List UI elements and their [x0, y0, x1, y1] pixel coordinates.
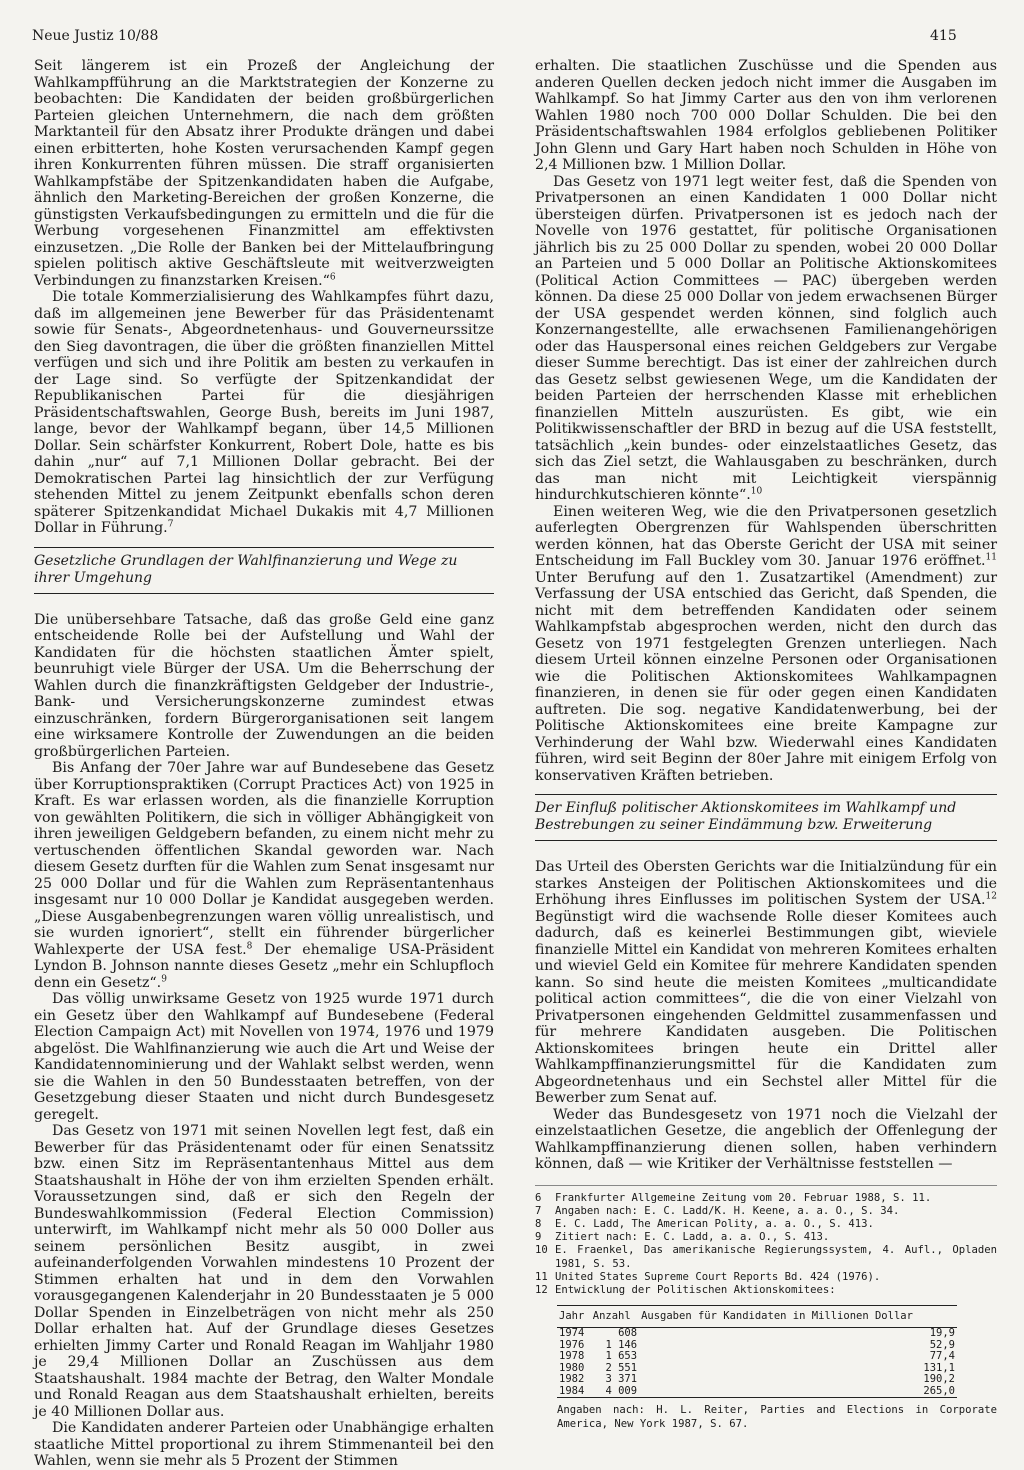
- paragraph: Die totale Kommerzialisierung des Wahlkampfes führt dazu, daß im allgemeinen jene Bewerber für das Präsidentenamt sowie für Senats-, Abgeordnetenhaus- und Gouverneurssitze den Sieg davontragen, die über die größten finanziellen Mittel verfügen und sich und ihre Politik am besten zu verkaufen in der Lage sind. So verfügte der Spitzenkandidat der Republikanischen Partei für die diesjährigen Präsidentschaftswahlen, George Bush, bereits im Juni 1987, lange, bevor der Wahlkampf begann, über 14,5 Millionen Dollar. Sein schärfster Konkurrent, Robert Dole, hatte es bis dahin „nur“ auf 7,1 Millionen Dollar gebracht. Bei der Demokratischen Partei lag hinsichtlich der zur Verfügung stehenden Mittel zu jenem Zeitpunkt ebenfalls schon deren späterer Spitzenkandidat Michael Dukakis mit 4,7 Millionen Dollar in Führung.$^7$: [34, 289, 494, 536]
- page-number: 415: [930, 28, 957, 44]
- footnote: 6 Frankfurter Allgemeine Zeitung vom 20. Februar 1988, S. 11.: [535, 1191, 932, 1204]
- footnote: 8 E. C. Ladd, The American Polity, a. a. O., S. 413.: [535, 1217, 874, 1230]
- paragraph: Das Gesetz von 1971 mit seinen Novellen legt fest, daß ein Bewerber für das Präsidentenamt oder für einen Senatssitz bzw. einen Sitz im Repräsentantenhaus Mittel aus dem Staatshaushalt in Höhe der von ihm erzielten Spenden erhält. Voraussetzungen sind, daß er sich den Regeln der Bundeswahlkommission (Federal Election Commission) unterwirft, im Wahlkampf nicht mehr als 50 000 Doller aus seinem persönlichen Besitz ausgibt, in zwei aufeinanderfolgenden Vorwahlen mindestens 10 Prozent der Stimmen erhalten hat und in dem den Vorwahlen vorausgegangenen Kalenderjahr in 20 Bundesstaaten je 5 000 Dollar Spenden in Einzelbeträgen von nicht mehr als 250 Dollar erhalten hat. Auf der Grundlage dieses Gesetzes erhielten Jimmy Carter und Ronald Reagan im Wahljahr 1980 je 29,4 Millionen Dollar an Zuschüssen aus dem Staatshaushalt. 1984 machte der Betrag, den Walter Mondale und Ronald Reagan aus dem Staatshaushalt erhielten, bereits je 40 Millionen Dollar aus.: [34, 1123, 494, 1420]
- table-row: 1982 3 371 190,2: [559, 1373, 955, 1386]
- table-row: 1974 608 19,9: [559, 1327, 955, 1340]
- paragraph: Bis Anfang der 70er Jahre war auf Bundesebene das Gesetz über Korruptionspraktiken (Corrupt Practices Act) von 1925 in Kraft. Es war erlassen worden, als die finanzielle Korruption von gewählten Politikern, die sich in völliger Abhängigkeit von ihren jeweiligen Geldgebern befanden, zu einem nicht mehr zu vertuschenden öffentlichen Skandal geworden war. Nach diesem Gesetz durften für die Wahlen zum Senat insgesamt nur 25 000 Dollar und für die Wahlen zum Repräsentantenhaus insgesamt nur 10 000 Dollar je Kandidat ausgegeben werden. „Diese Ausgabenbegrenzungen waren völlig unrealistisch, und sie wurden ignoriert“, stellt ein führender bürgerlicher Wahlexperte der USA fest.$^8$ Der ehemalige USA-Präsident Lyndon B. Johnson nannte dieses Gesetz „mehr ein Schlupfloch denn ein Gesetz“.$^9$: [34, 760, 494, 991]
- paragraph: Das Gesetz von 1971 legt weiter fest, daß die Spenden von Privatpersonen an einen Kandidaten 1 000 Dollar nicht übersteigen dürfen. Privatpersonen ist es jedoch nach der Novelle von 1976 gestattet, für politische Organisationen jährlich bis zu 25 000 Dollar zu spenden, wobei 20 000 Dollar an Parteien und 5 000 Dollar an Politische Aktionskomitees (Political Action Committees — PAC) übergeben werden können. Da diese 25 000 Dollar von jedem erwachsenen Bürger der USA gespendet werden können, sind folglich auch Konzernangestellte, alle erwachsenen Familienangehörigen oder das Hauspersonal eines reichen Geldgebers zur Vergabe dieser Summe berechtigt. Das ist einer der zahlreichen durch das Gesetz selbst gewiesenen Wege, um die Kandidaten der beiden Parteien der herrschenden Klasse mit erheblichen finanziellen Mitteln auszurüsten. Es gibt, wie ein Politikwissenschaftler der BRD in bezug auf die USA feststellt, tatsächlich „kein bundes- oder einzelstaatliches Gesetz, das sich das Ziel setzt, die Wahlausgaben zu beschränken, durch das man nicht mit Leichtigkeit vierspännig hindurchkutschieren könnte“.$^{10}$: [535, 173, 997, 503]
- section-heading: Der Einfluß politischer Aktionskomitees im Wahlkampf und Bestrebungen zu seiner Eindämmung bzw. Erweiterung: [535, 794, 997, 841]
- table-header: Anzahl: [591, 1306, 639, 1328]
- paragraph: Einen weiteren Weg, wie die den Privatpersonen gesetzlich auferlegten Obergrenzen für Wahlspenden überschritten werden können, hat das Oberste Gericht der USA mit seiner Entscheidung im Fall Buckley vom 30. Januar 1976 eröffnet.$^{11}$ Unter Berufung auf den 1. Zusatzartikel (Amendment) zur Verfassung der USA entschied das Gericht, daß Spenden, die nicht mit dem betreffenden Kandidaten oder seinem Wahlkampfstab abgesprochen werden, nicht den durch das Gesetz von 1971 festgelegten Grenzen unterliegen. Nach diesem Urteil können einzelne Personen oder Organisationen wie die Politischen Aktionskomitees Wahlkampagnen finanzieren, in denen sie für oder gegen einen Kandidaten auftreten. Die sog. negative Kandidatenwerbung, bei der Politische Aktionskomitees eine breite Kampagne zur Verhinderung der Wahl bzw. Wiederwahl eines Kandidaten führen, wird seit Beginn der 80er Jahre mit einigem Erfolg von konservativen Kräften betrieben.: [535, 503, 997, 784]
- left-column: [34, 58, 494, 1470]
- footnote-ref: 11: [985, 552, 997, 563]
- footnote: 10 E. Fraenkel, Das amerikanische Regierungssystem, 4. Aufl., Opladen 1981, S. 53.: [535, 1244, 997, 1270]
- footnote: 12 Entwicklung der Politischen Aktionskomitees:: [535, 1283, 836, 1296]
- paragraph: Die Kandidaten anderer Parteien oder Unabhängige erhalten staatliche Mittel proportional zu ihrem Stimmenanteil bei den Wahlen, wenn sie mehr als 5 Prozent der Stimmen: [34, 1420, 494, 1469]
- footnote: 7 Angaben nach: E. C. Ladd/K. H. Keene, a. a. O., S. 34.: [535, 1204, 900, 1217]
- footnote: 9 Zitiert nach: E. C. Ladd, a. a. O., S. 413.: [535, 1231, 830, 1244]
- table-row: 1976 1 146 52,9: [559, 1338, 955, 1351]
- table-row: 1984 4 009 265,0: [559, 1384, 955, 1397]
- table-row: 1978 1 653 77,4: [559, 1350, 955, 1363]
- footnotes: [535, 1185, 997, 1431]
- right-column: [535, 58, 997, 1431]
- footnote-ref: 9: [161, 973, 167, 984]
- paragraph: Seit längerem ist ein Prozeß der Angleichung der Wahlkampfführung an die Marktstrategien der Konzerne zu beobachten: Die Kandidaten der beiden großbürgerlichen Parteien gleichen Unternehmern, die nach dem größten Marktanteil für den Absatz ihrer Produkte drängen und dabei einen erbitterten, hohe Kosten verursachenden Kampf gegen ihren Konkurrenten führen müssen. Die straff organisierten Wahlkampfstäbe der Spitzenkandidaten haben die Aufgabe, ähnlich den Marketing-Bereichen der großen Konzerne, die günstigsten Verkaufsbedingungen zu ermitteln und die für die Werbung vorgesehenen Finanzmittel am effektivsten einzusetzen. „Die Rolle der Banken bei der Mittelaufbringung spielen politisch aktive Geschäftsleute mit weitverzweigten Verbindungen zu finanzstarken Kreisen.“$^6$: [34, 58, 494, 289]
- paragraph: Das völlig unwirksame Gesetz von 1925 wurde 1971 durch ein Gesetz über den Wahlkampf auf Bundesebene (Federal Election Campaign Act) mit Novellen von 1974, 1976 und 1979 abgelöst. Die Wahlfinanzierung wie auch die Art und Weise der Kandidatennominierung und der Wahlakt selbst werden, wenn sie die Wahlen in den 50 Bundesstaaten betreffen, von der Gesetzgebung dieser Staaten und nicht durch Bundesgesetz geregelt.: [34, 991, 494, 1123]
- footnote-ref: 7: [167, 519, 174, 530]
- paragraph: Das Urteil des Obersten Gerichts war die Initialzündung für ein starkes Ansteigen der Politischen Aktionskomitees und die Erhöhung ihres Einflusses im politischen System der USA.$^{12}$ Begünstigt wird die wachsende Rolle dieser Komitees auch dadurch, daß es keinerlei Bestimmungen gibt, wieviele finanzielle Mittel ein Kandidat von mehreren Komitees erhalten und wieviel Geld ein Komitee für mehrere Kandidaten spenden kann. So sind heute die meisten Komitees „multicandidate political action committees“, die die von einer Vielzahl von Privatpersonen eingehenden Geldmittel zusammenfassen und für mehrere Kandidaten ausgeben. Die Politischen Aktionskomitees bringen heute ein Drittel aller Wahlkampffinanzierungsmittel für die Kandidaten zum Abgeordnetenhaus und ein Sechstel aller Mittel für die Bewerber zum Senat auf.: [535, 859, 997, 1106]
- table-header: Ausgaben für Kandidaten in Millionen Dollar: [639, 1306, 957, 1328]
- footnote-ref: 10: [750, 486, 763, 497]
- paragraph: erhalten. Die staatlichen Zuschüsse und die Spenden aus anderen Quellen decken jedoch nicht immer die Ausgaben im Wahlkampf. So hat Jimmy Carter aus den von ihm verlorenen Wahlen 1980 noch 700 000 Dollar Schulden. Die bei den Präsidentschaftswahlen 1984 erfolglos gebliebenen Politiker John Glenn und Gary Hart haben noch Schulden in Höhe von 2,4 Millionen bzw. 1 Million Dollar.: [535, 58, 997, 173]
- footnote-ref: 6: [329, 271, 336, 282]
- journal-header: Neue Justiz 10/88: [32, 28, 159, 44]
- footnote-ref: 12: [985, 891, 997, 902]
- paragraph: Weder das Bundesgesetz von 1971 noch die Vielzahl der einzelstaatlichen Gesetze, die angeblich der Offenlegung der Wahlkampffinanzierung dienen sollen, haben verhindern können, daß — wie Kritiker der Verhältnisse feststellen —: [535, 1106, 997, 1172]
- pac-statistics-table: [557, 1305, 957, 1398]
- table-source: Angaben nach: H. L. Reiter, Parties and Elections in Corporate America, New York 1987, S. 67.: [557, 1404, 997, 1430]
- footnote: 11 United States Supreme Court Reports Bd. 424 (1976).: [535, 1270, 881, 1283]
- section-heading: Gesetzliche Grundlagen der Wahlfinanzierung und Wege zu ihrer Umgehung: [34, 547, 494, 594]
- table-header: Jahr: [557, 1306, 591, 1328]
- paragraph: Die unübersehbare Tatsache, daß das große Geld eine ganz entscheidende Rolle bei der Aufstellung und Wahl der Kandidaten für die höchsten staatlichen Ämter spielt, beunruhigt viele Bürger der USA. Um die Beherrschung der Wahlen durch die finanzkräftigsten Geldgeber der Industrie-, Bank- und Versicherungskonzerne zumindest etwas einzuschränken, fordern Bürgerorganisationen seit langem eine wirksamere Kontrolle der Zuwendungen an die beiden großbürgerlichen Parteien.: [34, 611, 494, 760]
- footnote-ref: 8: [246, 940, 253, 951]
- table-row: 1980 2 551 131,1: [559, 1361, 955, 1374]
